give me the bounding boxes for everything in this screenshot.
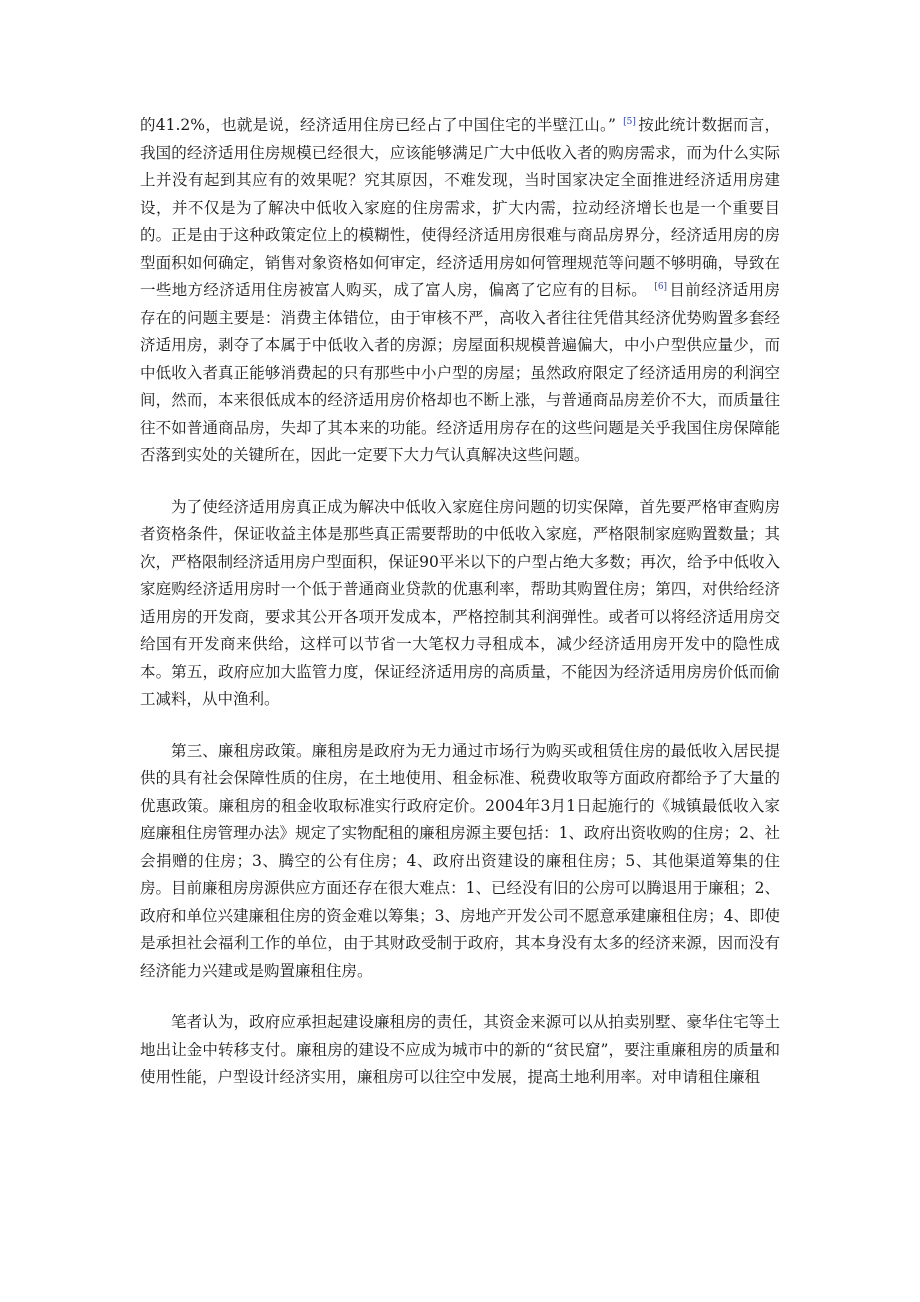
paragraph-1-text-c: 目前经济适用房存在的问题主要是：消费主体错位，由于审核不严，高收入者往往凭借其经济优势购置多套经济适用房，剥夺了本属于中低收入者的房源；房屋面积规模普遍偏大，中小户型供应量少，而中低收入者真正能够消费起的只有那些中小户型的房屋；虽然政府限定了经济适用房的利润空间，然而，本来很低成本的经济适用房价格却也不断上涨，与普通商品房差价不大，而质量往往不如普通商品房，失却了其本来的功能。经济适用房存在的这些问题是关乎我国住房保障能否落到实处的关键所在，因此一定要下大力气认真解决这些问题。 xyxy=(140,281,780,464)
paragraph-3 xyxy=(140,738,780,986)
citation-link-6[interactable]: [6] xyxy=(654,281,668,292)
paragraph-2 xyxy=(140,494,780,714)
citation-link-5[interactable]: [5] xyxy=(623,116,636,127)
paragraph-1-text-a: 的41.2%，也就是说，经济适用住房已经占了中国住宅的半壁江山。” xyxy=(140,116,622,134)
paragraph-4-text: 笔者认为，政府应承担起建设廉租房的责任，其资金来源可以从拍卖别墅、豪华住宅等土地出让金中转移支付。廉租房的建设不应成为城市中的新的“贫民窟”，要注重廉租房的质量和使用性能，户型设计经济实用，廉租房可以往空中发展，提高土地利用率。对申请租住廉租 xyxy=(140,1013,780,1086)
paragraph-2-text: 为了使经济适用房真正成为解决中低收入家庭住房问题的切实保障，首先要严格审查购房者资格条件，保证收益主体是那些真正需要帮助的中低收入家庭，严格限制家庭购置数量；其次，严格限制经济适用房户型面积，保证90平米以下的户型占绝大多数；再次，给予中低收入家庭购经济适用房时一个低于普通商业贷款的优惠利率，帮助其购置住房；第四，对供给经济适用房的开发商，要求其公开各项开发成本，严格控制其利润弹性。或者可以将经济适用房交给国有开发商来供给，这样可以节省一大笔权力寻租成本，减少经济适用房开发中的隐性成本。第五，政府应加大监管力度，保证经济适用房的高质量，不能因为经济适用房房价低而偷工减料，从中渔利。 xyxy=(140,497,780,708)
paragraph-1 xyxy=(140,112,780,470)
document-body xyxy=(140,112,780,1116)
paragraph-4 xyxy=(140,1009,780,1092)
paragraph-1-text-b: 按此统计数据而言，我国的经济适用住房规模已经很大，应该能够满足广大中低收入者的购房需求，而为什么实际上并没有起到其应有的效果呢？究其原因，不难发现，当时国家决定全面推进经济适用房建设，并不仅是为了解决中低收入家庭的住房需求，扩大内需，拉动经济增长也是一个重要目的。正是由于这种政策定位上的模糊性，使得经济适用房很难与商品房界分，经济适用房的房型面积如何确定，销售对象资格如何审定，经济适用房如何管理规范等问题不够明确，导致在一些地方经济适用住房被富人购买，成了富人房，偏离了它应有的目标。 xyxy=(140,116,780,299)
paragraph-3-text: 第三、廉租房政策。廉租房是政府为无力通过市场行为购买或租赁住房的最低收入居民提供的具有社会保障性质的住房，在土地使用、租金标准、税费收取等方面政府都给予了大量的优惠政策。廉租房的租金收取标准实行政府定价。2004年3月1日起施行的《城镇最低收入家庭廉租住房管理办法》规定了实物配租的廉租房源主要包括：1、政府出资收购的住房；2、社会捐赠的住房；3、腾空的公有住房；4、政府出资建设的廉租住房；5、其他渠道筹集的住房。目前廉租房房源供应方面还存在很大难点：1、已经没有旧的公房可以腾退用于廉租；2、政府和单位兴建廉租住房的资金难以筹集；3、房地产开发公司不愿意承建廉租住房；4、即使是承担社会福利工作的单位，由于其财政受制于政府，其本身没有太多的经济来源，因而没有经济能力兴建或是购置廉租住房。 xyxy=(140,741,780,980)
